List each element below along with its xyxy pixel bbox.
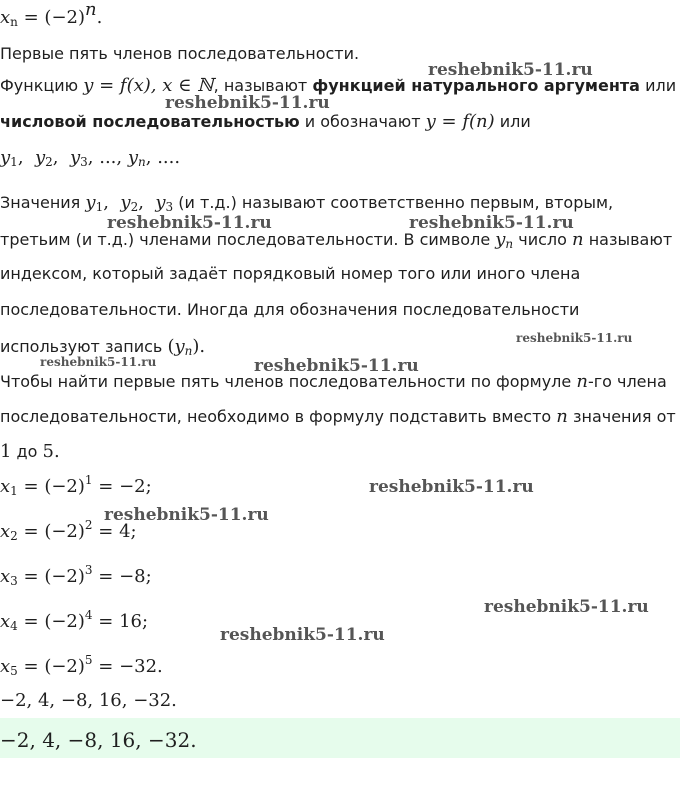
calc-x4: $x_4 = (-2)^4 = 16$;	[0, 608, 149, 633]
watermark: reshebnik5-11.ru	[165, 93, 330, 113]
calc-x5: $x_5 = (-2)^5 = -32$.	[0, 653, 163, 678]
terms-line-3: индексом, который задаёт порядковый номер того или иного члена	[0, 264, 581, 283]
definition-line-2: числовой последовательностью и обозначают y = f(n) или	[0, 111, 531, 132]
definition-line-1: Функцию y = f(x), x ∈ ℕ, называют функцией натурального аргумента или	[0, 75, 677, 96]
watermark: reshebnik5-11.ru	[409, 213, 574, 233]
watermark: reshebnik5-11.ru	[484, 597, 649, 617]
calc-x1: $x_1 = (-2)^1 = -2$;	[0, 473, 152, 498]
watermark: reshebnik5-11.ru	[40, 355, 157, 369]
terms-line-4: последовательности. Иногда для обозначения последовательности	[0, 300, 580, 319]
watermark: reshebnik5-11.ru	[516, 331, 633, 345]
sequence-formula: $x_n = (-2)^n$.	[0, 0, 103, 29]
watermark: reshebnik5-11.ru	[369, 477, 534, 497]
watermark: reshebnik5-11.ru	[220, 625, 385, 645]
result-sequence: −2, 4, −8, 16, −32.	[0, 690, 177, 711]
intro-text: Первые пять членов последовательности.	[0, 44, 360, 63]
terms-line-2: третьим (и т.д.) членами последовательности. В символе $y_n$ число n называют	[0, 229, 673, 251]
terms-line-1: Значения $y_1$, $y_2$, $y_3$ (и т.д.) называют соответственно первым, вторым,	[0, 192, 614, 214]
method-line-2: последовательности, необходимо в формулу подставить вместо n значения от	[0, 406, 676, 427]
calc-x2: $x_2 = (-2)^2 = 4$;	[0, 518, 137, 543]
answer-box	[0, 718, 680, 758]
answer-text: −2, 4, −8, 16, −32.	[0, 728, 197, 752]
definition-math-function: y = f(x), x ∈ ℕ	[83, 75, 214, 96]
watermark: reshebnik5-11.ru	[104, 505, 269, 525]
watermark: reshebnik5-11.ru	[428, 60, 593, 80]
term-natural-argument: функцией натурального аргумента	[312, 76, 640, 95]
sequence-notation: $y_1$, $y_2$, $y_3$, ..., $y_n$, ....	[0, 147, 181, 169]
term-numeric-sequence: числовой последовательностью	[0, 112, 300, 131]
watermark: reshebnik5-11.ru	[107, 213, 272, 233]
terms-line-5: используют запись $(y_n)$.	[0, 336, 206, 358]
watermark: reshebnik5-11.ru	[254, 356, 419, 376]
calc-x3: $x_3 = (-2)^3 = -8$;	[0, 563, 152, 588]
method-line-1: Чтобы найти первые пять членов последовательности по формуле n-го члена	[0, 371, 667, 392]
method-line-3: 1 до 5.	[0, 441, 60, 462]
